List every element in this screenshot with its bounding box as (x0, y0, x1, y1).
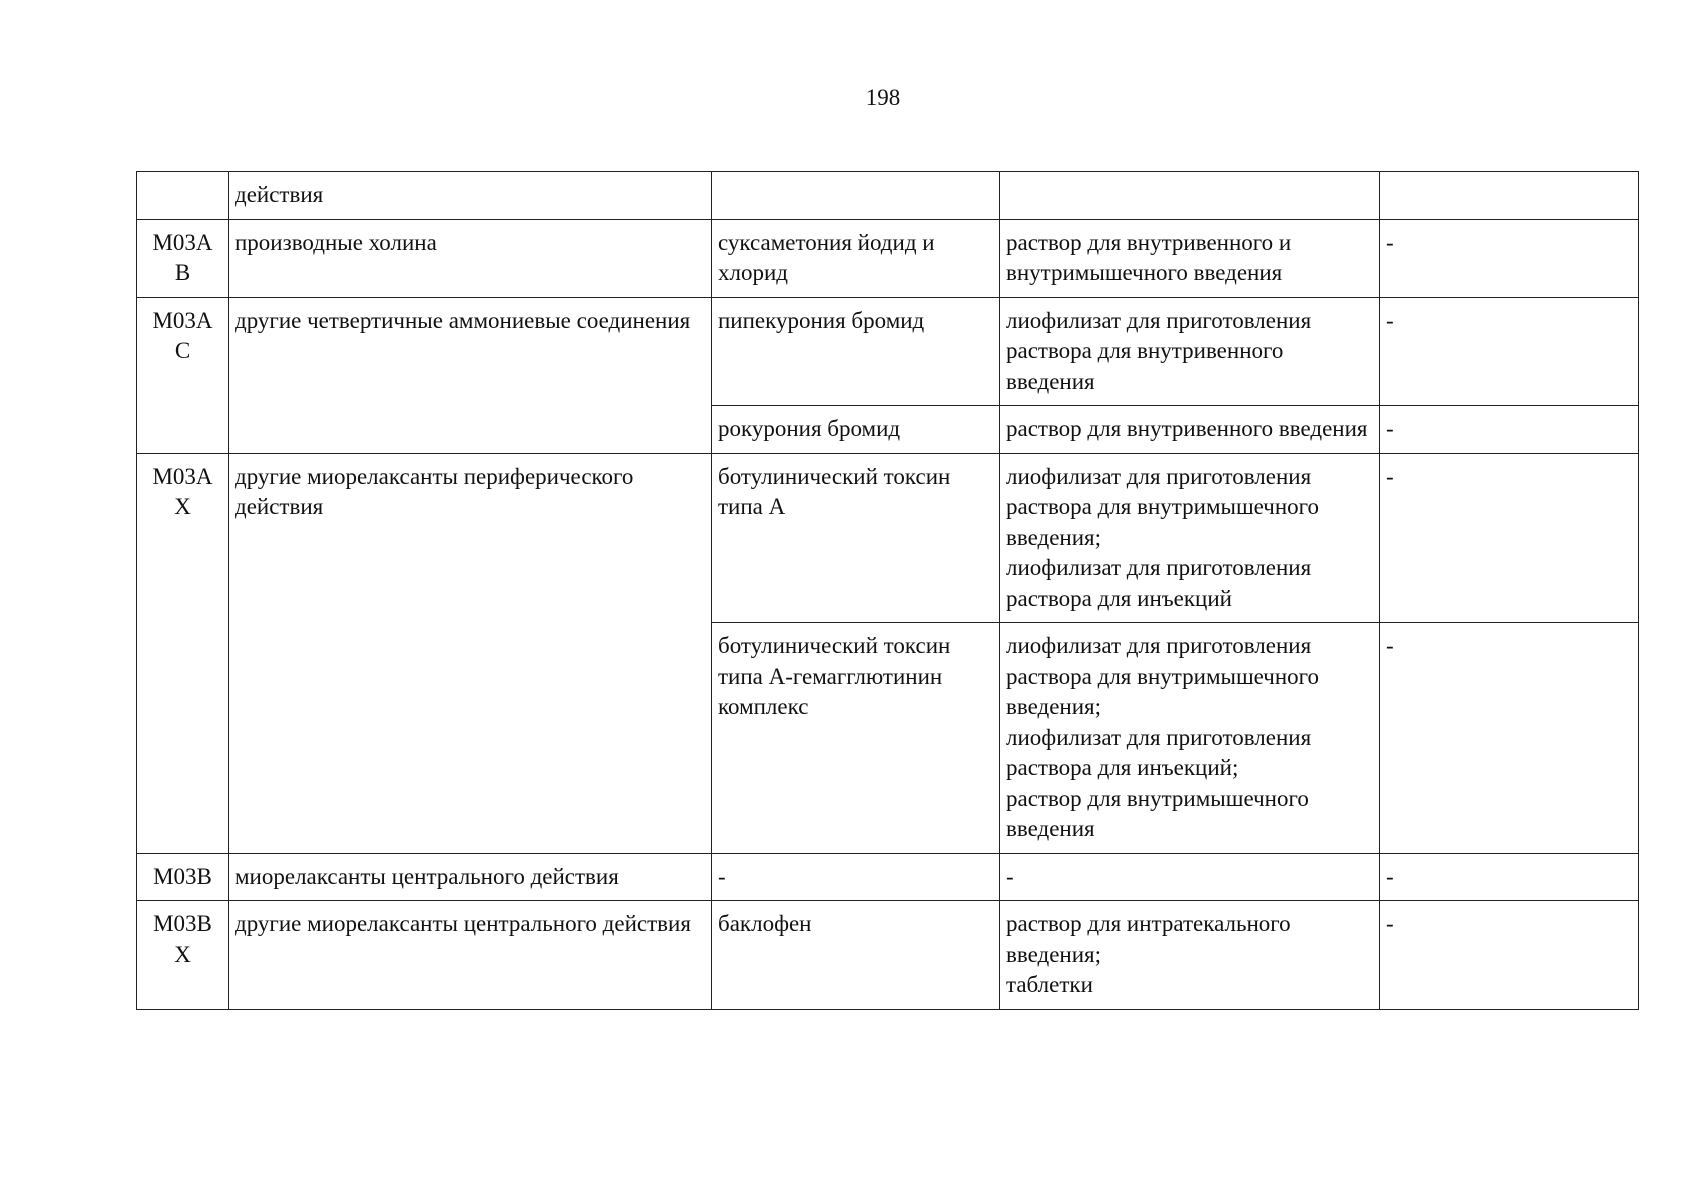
dosage-form: раствор для интратекального введения; (1006, 911, 1291, 967)
atc-code-cell (137, 297, 229, 453)
atc-code-part: C (174, 338, 191, 363)
atc-code-part: X (174, 941, 191, 967)
atc-code-part: M03A (152, 307, 213, 333)
note-cell: - (1380, 853, 1639, 901)
atc-code-part: M03B (153, 911, 212, 936)
table-row (137, 297, 1639, 406)
dosage-form-cell (1000, 453, 1380, 623)
dosage-form: - (1006, 863, 1014, 889)
atc-code-part: M03A (152, 463, 213, 489)
note-cell: - (1380, 901, 1639, 1010)
atc-code-cell (137, 853, 229, 901)
group-name-cell: другие четвертичные аммониевые соединения (229, 297, 712, 453)
atc-code-part: M03B (153, 863, 212, 889)
drug-name-cell: ботулинический токсин типа А-гемагглютинин комплекс (712, 623, 1000, 854)
dosage-form-cell (1000, 297, 1380, 406)
atc-code-cell (137, 901, 229, 1010)
dosage-form: раствор для внутривенного и внутримышечного введения (1006, 229, 1292, 285)
dosage-form-cell (1000, 901, 1380, 1010)
dosage-form: лиофилизат для приготовления раствора для внутривенного введения (1006, 307, 1312, 394)
table-row (137, 219, 1639, 297)
dosage-form-cell (1000, 623, 1380, 854)
table-row (137, 901, 1639, 1010)
atc-code-cell (137, 172, 229, 220)
drug-name-cell: рокурония бромид (712, 406, 1000, 454)
group-name-cell: действия (229, 172, 712, 220)
dosage-form-cell (1000, 406, 1380, 454)
dosage-form-cell (1000, 219, 1380, 297)
atc-code-part: X (174, 494, 191, 519)
dosage-form: лиофилизат для приготовления раствора для внутримышечного введения; (1006, 633, 1320, 719)
dosage-form: лиофилизат для приготовления раствора для внутримышечного введения; (1006, 463, 1320, 550)
group-name-cell: другие миорелаксанты периферического действия (229, 453, 712, 853)
dosage-form: таблетки (1006, 972, 1093, 997)
dosage-form: лиофилизат для приготовления раствора для инъекций (1006, 555, 1312, 611)
note-cell: - (1380, 623, 1639, 854)
atc-code-part: B (174, 260, 191, 285)
group-name-cell: производные холина (229, 219, 712, 297)
note-cell: - (1380, 406, 1639, 454)
note-cell: - (1380, 453, 1639, 623)
note-cell (1380, 172, 1639, 220)
atc-code-cell (137, 219, 229, 297)
drug-name-cell: баклофен (712, 901, 1000, 1010)
drug-name-cell (712, 172, 1000, 220)
dosage-form-cell (1000, 853, 1380, 901)
table-row (137, 853, 1639, 901)
atc-code-part: M03A (152, 229, 213, 255)
dosage-form-cell (1000, 172, 1380, 220)
page-number: 198 (865, 85, 901, 110)
group-name-cell: другие миорелаксанты центрального действия (229, 901, 712, 1010)
table-row (137, 453, 1639, 623)
drug-table (136, 171, 1639, 1010)
drug-name-cell: - (712, 853, 1000, 901)
dosage-form: раствор для внутримышечного введения (1006, 785, 1309, 841)
group-name-cell: миорелаксанты центрального действия (229, 853, 712, 901)
note-cell: - (1380, 219, 1639, 297)
dosage-form: лиофилизат для приготовления раствора для инъекций; (1006, 724, 1312, 780)
note-cell: - (1380, 297, 1639, 406)
drug-name-cell: суксаметония йодид и хлорид (712, 219, 1000, 297)
drug-name-cell: ботулинический токсин типа А (712, 453, 1000, 623)
atc-code-cell (137, 453, 229, 853)
table-row (137, 172, 1639, 220)
drug-name-cell: пипекурония бромид (712, 297, 1000, 406)
dosage-form: раствор для внутривенного введения (1006, 416, 1368, 441)
